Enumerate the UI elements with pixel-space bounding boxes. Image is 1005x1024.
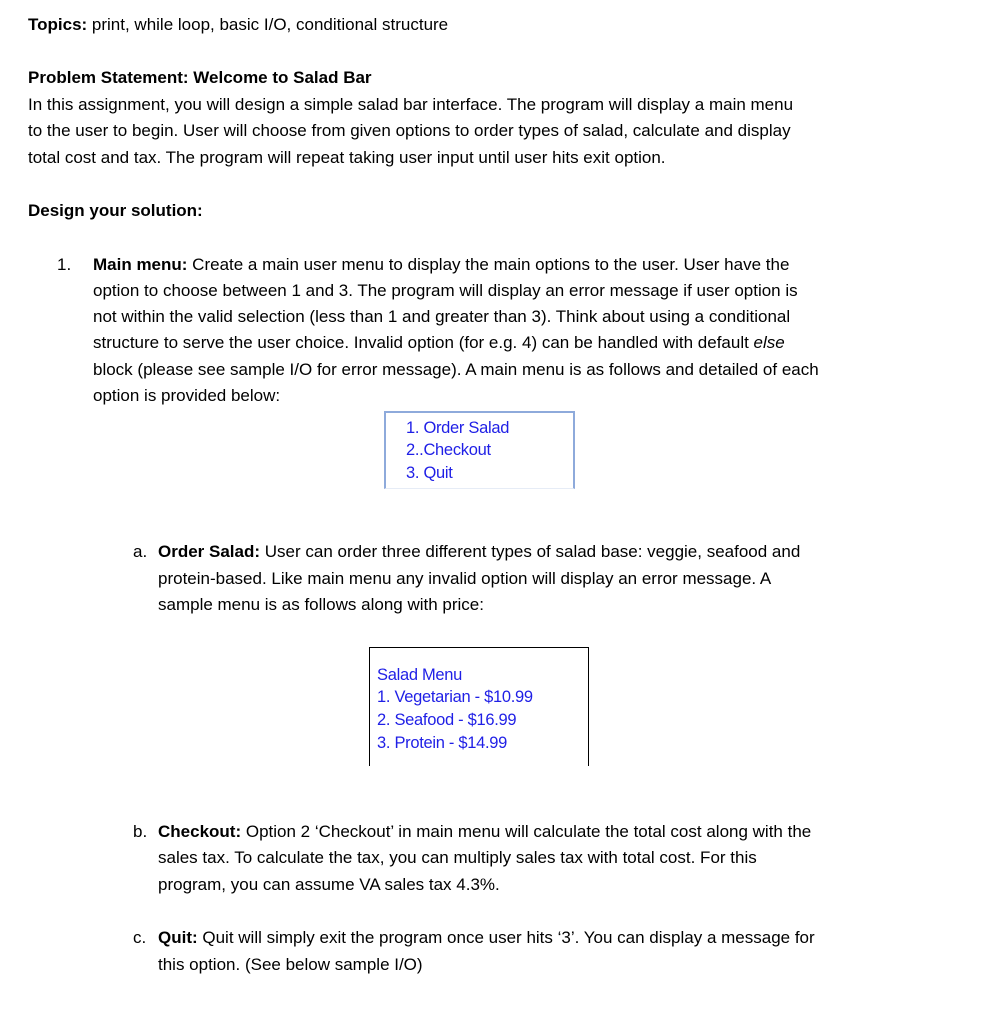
- item-c-label: Quit:: [158, 928, 198, 947]
- item-a-line: sample menu is as follows along with price:: [158, 595, 484, 614]
- topics-label: Topics:: [28, 15, 88, 34]
- design-heading: [28, 200, 203, 222]
- item-b-letter: b.: [133, 822, 148, 841]
- problem-line: In this assignment, you will design a simple salad bar interface. The program will display a main menu: [28, 95, 794, 114]
- item-a-text: User can order three different types of salad base: veggie, seafood and: [260, 542, 801, 561]
- item1-italic: else: [753, 333, 785, 352]
- salad-menu-title: Salad Menu: [377, 666, 463, 684]
- problem-heading-text: Problem Statement: Welcome to Salad Bar: [28, 68, 372, 87]
- item-b-line: sales tax. To calculate the tax, you can multiply sales tax with total cost. For this: [158, 848, 757, 867]
- main-menu-item: 1. Order Salad: [406, 419, 510, 437]
- item-c-line: [158, 927, 815, 949]
- item-a-line: [158, 541, 800, 563]
- main-menu-box: [384, 411, 575, 489]
- item-b-label: Checkout:: [158, 822, 242, 841]
- main-menu-item: 3. Quit: [406, 464, 453, 482]
- item-b-text: Option 2 ‘Checkout’ in main menu will calculate the total cost along with the: [241, 822, 812, 841]
- item1-line: block (please see sample I/O for error message). A main menu is as follows and detailed of each: [93, 360, 819, 379]
- salad-menu-item: 3. Protein - $14.99: [377, 734, 508, 752]
- item1-line: [93, 332, 785, 354]
- item1-line: option is provided below:: [93, 386, 281, 405]
- problem-line: total cost and tax. The program will repeat taking user input until user hits exit option.: [28, 148, 666, 167]
- item-c-line: this option. (See below sample I/O): [158, 955, 423, 974]
- item-c-text: Quit will simply exit the program once user hits ‘3’. You can display a message for: [197, 928, 815, 947]
- topics-line: [28, 14, 448, 36]
- item-a-line: protein-based. Like main menu any invalid option will display an error message. A: [158, 569, 772, 588]
- topics-text: print, while loop, basic I/O, conditional structure: [87, 15, 449, 34]
- item1-line: option to choose between 1 and 3. The program will display an error message if user option is: [93, 281, 798, 300]
- item1-text: Create a main user menu to display the main options to the user. User have the: [187, 255, 790, 274]
- salad-menu-item: 2. Seafood - $16.99: [377, 711, 517, 729]
- main-menu-item: 2..Checkout: [406, 441, 491, 459]
- problem-heading: [28, 67, 372, 89]
- item1-line: [93, 254, 789, 276]
- item-a-letter: a.: [133, 542, 148, 561]
- item1-text: structure to serve the user choice. Invalid option (for e.g. 4) can be handled with default: [93, 333, 754, 352]
- item-a-label: Order Salad:: [158, 542, 261, 561]
- item-b-line: [158, 821, 811, 843]
- item-b-line: program, you can assume VA sales tax 4.3%.: [158, 875, 500, 894]
- salad-menu-item: 1. Vegetarian - $10.99: [377, 688, 533, 706]
- design-heading-text: Design your solution:: [28, 201, 203, 220]
- item1-label: Main menu:: [93, 255, 188, 274]
- item-c-letter: c.: [133, 928, 147, 947]
- problem-line: to the user to begin. User will choose from given options to order types of salad, calculate and display: [28, 121, 791, 140]
- item1-line: not within the valid selection (less than 1 and greater than 3). Think about using a conditional: [93, 307, 791, 326]
- salad-menu-box: [369, 647, 589, 766]
- item1-number: 1.: [57, 255, 72, 274]
